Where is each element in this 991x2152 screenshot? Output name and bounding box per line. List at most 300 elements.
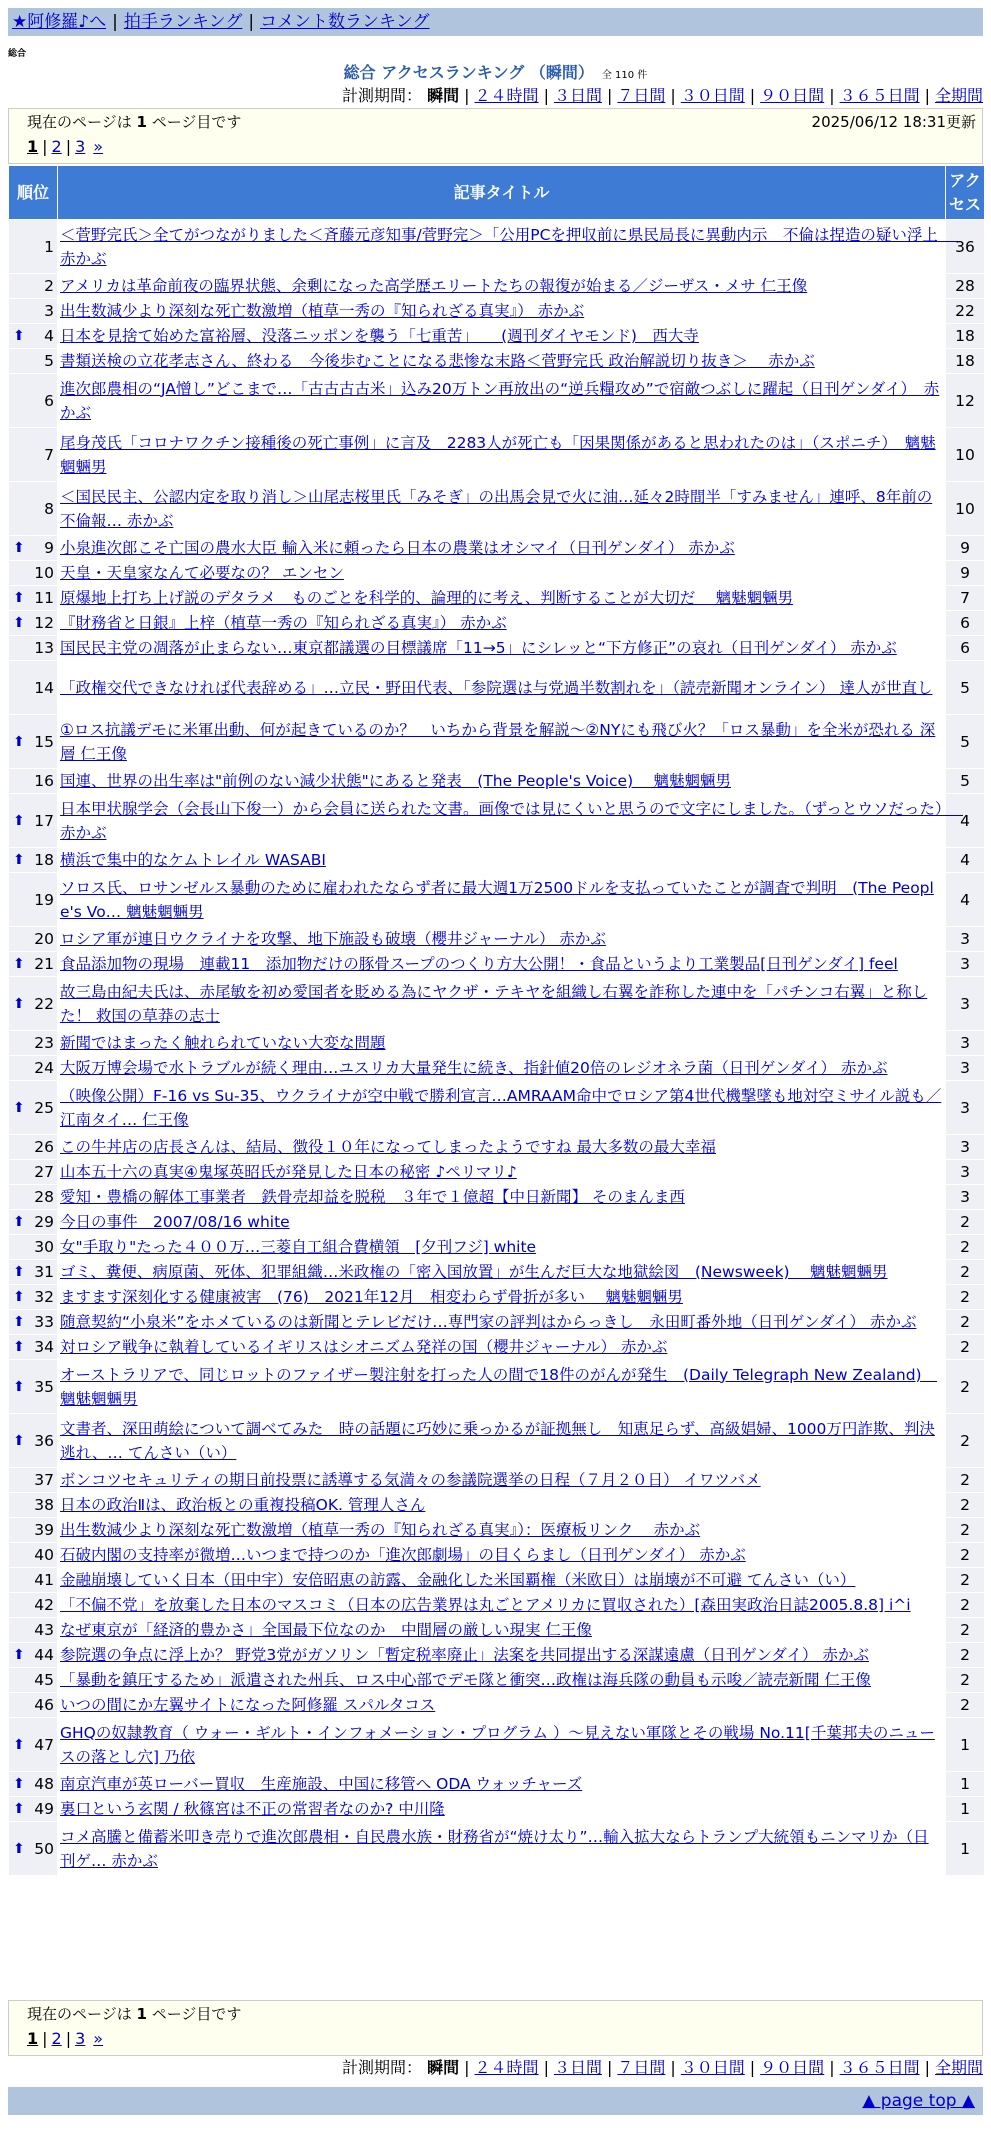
rank-number: 2 <box>44 277 54 295</box>
article-link[interactable]: 進次郎農相の“JA憎し”どこまで…「古古古古米」込み20万トン再放出の“逆兵糧攻め”で宿敵つぶしに躍起（日刊ゲンダイ） 赤かぶ <box>60 379 940 422</box>
access-count: 3 <box>946 1081 984 1134</box>
title-cell <box>58 1618 945 1642</box>
article-link[interactable]: コメ高騰と備蓄米叩き売りで進次郎農相・自民農水族・財務省が“焼け太り”…輸入拡大ならトランプ大統領もニンマリか（日刊ゲ… 赤かぶ <box>60 1827 929 1870</box>
title-cell <box>58 977 945 1030</box>
title-cell <box>58 561 945 585</box>
article-link[interactable]: 日本を見捨て始めた富裕層、没落ニッポンを襲う「七重苦」 (週刊ダイヤモンド) 西大寺 <box>60 327 699 345</box>
table-row <box>9 1056 984 1080</box>
title-cell <box>58 1543 945 1567</box>
table-row <box>9 1822 984 1875</box>
rank-cell <box>9 661 57 714</box>
rank-up-arrow-icon: ⬆ <box>13 733 25 750</box>
rank-number: 7 <box>44 445 54 464</box>
article-link[interactable]: ＜国民民主、公認内定を取り消し＞山尾志桜里氏「みそぎ」の出馬会見で火に油…延々2時間半「すみません」連呼、8年前の不倫報… 赤かぶ <box>60 487 933 530</box>
rank-number: 39 <box>34 1521 54 1539</box>
article-link[interactable]: 食品添加物の現場 連載11 添加物だけの豚骨スープのつくり方大公開！・食品というより工業製品[日刊ゲンダイ] feel <box>60 955 898 973</box>
rank-number: 4 <box>44 327 54 345</box>
article-link[interactable]: ソロス氏、ロサンゼルス暴動のために雇われたならず者に最大週1万2500ドルを支払っていたことが調査で判明 (The People's Vo… 魑魅魍魎男 <box>60 878 934 921</box>
title-cell <box>58 1718 945 1771</box>
rank-number: 23 <box>34 1034 54 1052</box>
access-count: 2 <box>946 1618 984 1642</box>
pagination: 1 | 2 | 3 » <box>27 2029 104 2048</box>
article-link[interactable]: ますます深刻化する健康被害 (76) 2021年12月 相変わらず骨折が多い 魑魅魍魎男 <box>60 1288 683 1306</box>
pagination: 1 | 2 | 3 » <box>27 137 104 156</box>
period-current: 瞬間 <box>427 2058 460 2077</box>
article-link[interactable]: 「政権交代できなければ代表辞める」…立民・野田代表、「参院選は与党過半数割れを」（読売新聞オンライン） 達人が世直し <box>60 678 933 697</box>
access-count: 2 <box>946 1668 984 1692</box>
article-link[interactable]: 「暴動を鎮圧するため」派遣された州兵、ロス中心部でデモ隊と衝突…政権は海兵隊の動員も示唆／読売新聞 仁王像 <box>60 1671 871 1689</box>
title-cell <box>58 1310 945 1334</box>
rank-cell <box>9 274 57 298</box>
article-link[interactable]: 愛知・豊橋の解体工事業者 鉄骨売却益を脱税 ３年で１億超【中日新聞】 そのまんま西 <box>60 1188 685 1206</box>
rank-up-arrow-icon: ⬆ <box>13 540 25 556</box>
period-current: 瞬間 <box>427 86 460 105</box>
access-count: 3 <box>946 1135 984 1159</box>
period-all-link[interactable]: 全期間 <box>934 86 983 105</box>
rank-up-arrow-icon: ⬆ <box>13 1840 25 1857</box>
access-count: 1 <box>946 1718 984 1771</box>
period-24h-link[interactable]: ２４時間 <box>474 86 539 105</box>
article-link[interactable]: 書類送検の立花孝志さん、終わる 今後歩むことになる悲惨な末路＜菅野完氏 政治解説切り抜き＞ 赤かぶ <box>60 352 815 370</box>
article-link[interactable]: 随意契約“小泉米”をホメているのは新聞とテレビだけ…専門家の評判はからっきし 永田町番外地（日刊ゲンダイ） 赤かぶ <box>60 1313 917 1331</box>
table-row <box>9 349 984 373</box>
rank-up-arrow-icon: ⬆ <box>13 328 25 344</box>
article-link[interactable]: 対ロシア戦争に執着しているイギリスはシオニズム発祥の国（櫻井ジャーナル） 赤かぶ <box>60 1338 668 1356</box>
period-365d-link[interactable]: ３６５日間 <box>839 2058 920 2077</box>
rank-number: 46 <box>34 1696 54 1714</box>
rank-cell <box>9 1618 57 1642</box>
title-cell <box>58 1360 945 1413</box>
access-count: 2 <box>946 1543 984 1567</box>
article-link[interactable]: 金融崩壊していく日本（田中宇）安倍昭恵の訪露、金融化した米国覇権（米欧日）は崩壊が不可避 てんさい（い） <box>60 1571 856 1589</box>
rank-number: 38 <box>34 1496 54 1514</box>
title-cell <box>58 324 945 348</box>
category-label: 総合 <box>8 49 27 59</box>
rank-cell <box>9 1056 57 1080</box>
page-next-link[interactable]: » <box>93 137 104 156</box>
table-row <box>9 1285 984 1309</box>
rank-number: 35 <box>34 1377 54 1396</box>
rank-cell <box>9 324 57 348</box>
article-link[interactable]: ＜菅野完氏＞全てがつながりました＜斉藤元彦知事/菅野完＞「公用PCを押収前に県民局長に異動内示 不倫は捏造の疑い浮上 赤かぶ <box>60 225 959 268</box>
article-link[interactable]: 出生数減少より深刻な死亡数激増（植草一秀の『知られざる真実』） 赤かぶ <box>60 302 585 320</box>
article-link[interactable]: 大阪万博会場で水トラブルが続く理由…ユスリカ大量発生に続き、指針値20倍のレジオネラ菌（日刊ゲンダイ） 赤かぶ <box>60 1059 888 1077</box>
rank-cell <box>9 927 57 951</box>
table-row <box>9 1335 984 1359</box>
access-count: 3 <box>946 927 984 951</box>
access-count: 3 <box>946 1185 984 1209</box>
article-link[interactable]: 今日の事件 2007/08/16 white <box>60 1213 290 1231</box>
rank-cell <box>9 1210 57 1234</box>
period-7d-link[interactable]: ７日間 <box>617 86 666 105</box>
rank-cell <box>9 1081 57 1134</box>
top-nav-bar <box>8 8 983 36</box>
rank-cell <box>9 1335 57 1359</box>
period-label: 計測期間： <box>342 86 423 105</box>
rank-cell <box>9 769 57 793</box>
access-count: 6 <box>946 611 984 635</box>
table-row <box>9 661 984 714</box>
rank-cell <box>9 1797 57 1821</box>
rank-cell <box>9 873 57 926</box>
rank-number: 20 <box>34 930 54 948</box>
table-row <box>9 1310 984 1334</box>
article-link[interactable]: 出生数減少より深刻な死亡数激増（植草一秀の『知られざる真実』）：医療板リンク 赤かぶ <box>60 1521 701 1539</box>
period-3d-link[interactable]: ３日間 <box>553 2058 602 2077</box>
table-row <box>9 794 984 847</box>
page-top-link[interactable]: ▲ page top ▲ <box>862 2091 975 2111</box>
rank-cell <box>9 1414 57 1467</box>
access-count: 4 <box>946 873 984 926</box>
access-count: 1 <box>946 1772 984 1796</box>
title-cell <box>58 715 945 768</box>
rank-cell <box>9 349 57 373</box>
rank-number: 18 <box>34 851 54 869</box>
title-cell <box>58 1335 945 1359</box>
access-count: 2 <box>946 1414 984 1467</box>
period-365d-link[interactable]: ３６５日間 <box>839 86 920 105</box>
rank-cell <box>9 1593 57 1617</box>
title-cell <box>58 1031 945 1055</box>
table-row <box>9 1260 984 1284</box>
page-current: 1 <box>27 2029 39 2048</box>
article-link[interactable]: 石破内閣の支持率が微増…いつまで持つのか「進次郎劇場」の目くらまし（日刊ゲンダイ） 赤かぶ <box>60 1546 746 1564</box>
rank-up-arrow-icon: ⬆ <box>13 995 25 1012</box>
rank-up-arrow-icon: ⬆ <box>13 1378 25 1395</box>
rank-number: 13 <box>34 639 54 657</box>
table-row <box>9 715 984 768</box>
access-count: 10 <box>946 482 984 535</box>
article-link[interactable]: なぜ東京が「経済的豊かさ」全国最下位なのか 中間層の厳しい現実 仁王像 <box>60 1621 592 1639</box>
ranking-table <box>8 165 985 1876</box>
period-label: 計測期間： <box>342 2058 423 2077</box>
title-cell <box>58 636 945 660</box>
rank-header: 順位 <box>9 166 57 219</box>
access-count: 2 <box>946 1468 984 1492</box>
rank-up-arrow-icon: ⬆ <box>13 1314 25 1330</box>
rank-up-arrow-icon: ⬆ <box>13 1736 25 1753</box>
rank-cell <box>9 586 57 610</box>
rank-number: 12 <box>34 614 54 632</box>
article-link[interactable]: 天皇・天皇家なんて必要なの？ エンセン <box>60 564 344 582</box>
access-count: 3 <box>946 1160 984 1184</box>
rank-number: 37 <box>34 1471 54 1489</box>
rank-number: 26 <box>34 1138 54 1156</box>
period-selector-bottom: 計測期間： 瞬間 | ２４時間 | ３日間 | ７日間 | ３０日間 | ９０日間 | ３６５日間 | 全期間 <box>342 2058 983 2077</box>
period-90d-link[interactable]: ９０日間 <box>760 86 825 105</box>
rank-number: 44 <box>34 1646 54 1664</box>
table-row <box>9 1493 984 1517</box>
rank-cell <box>9 1310 57 1334</box>
rank-number: 22 <box>34 994 54 1013</box>
title-cell <box>58 611 945 635</box>
access-count: 2 <box>946 1593 984 1617</box>
article-link[interactable]: 原爆地上打ち上げ説のデタラメ ものごとを科学的、論理的に考え、判断することが大切だ 魑魅魍魎男 <box>60 589 794 607</box>
page-3-link[interactable]: 3 <box>75 2029 86 2048</box>
updated-timestamp: 2025/06/12 18:31更新 <box>811 113 976 131</box>
rank-cell <box>9 536 57 560</box>
title-cell <box>58 1468 945 1492</box>
article-link[interactable]: 故三島由紀夫氏は、赤尾敏を初め愛国者を貶める為にヤクザ・テキヤを組織し右翼を詐称した連中を「パチンコ右翼」と称した！ 救国の草莽の志士 <box>60 982 928 1025</box>
table-row <box>9 1618 984 1642</box>
title-cell <box>58 952 945 976</box>
rank-number: 17 <box>34 811 54 830</box>
rank-cell <box>9 561 57 585</box>
rank-cell <box>9 1543 57 1567</box>
title-cell <box>58 586 945 610</box>
page-3-link[interactable]: 3 <box>75 137 86 156</box>
rank-cell <box>9 1822 57 1875</box>
rank-cell <box>9 1360 57 1413</box>
rank-up-arrow-icon: ⬆ <box>13 615 25 631</box>
title-cell <box>58 1693 945 1717</box>
access-count: 2 <box>946 1335 984 1359</box>
rank-number: 47 <box>34 1735 54 1754</box>
table-row <box>9 1518 984 1542</box>
table-row <box>9 848 984 872</box>
ranking-title: 総合 アクセスランキング （瞬間） <box>343 63 594 82</box>
rank-cell <box>9 636 57 660</box>
rank-cell <box>9 1643 57 1667</box>
article-link[interactable]: 山本五十六の真実④鬼塚英昭氏が発見した日本の秘密 ♪ペリマリ♪ <box>60 1163 517 1181</box>
rank-cell <box>9 1185 57 1209</box>
article-link[interactable]: ボンコツセキュリティの期日前投票に誘導する気満々の参議院選挙の日程（７月２０日） イワツバメ <box>60 1471 761 1489</box>
rank-number: 1 <box>44 237 54 256</box>
title-cell <box>58 873 945 926</box>
access-count: 1 <box>946 1822 984 1875</box>
table-row <box>9 1210 984 1234</box>
article-link[interactable]: 日本の政治Ⅱは、政治板との重複投稿OK. 管理人さん <box>60 1496 426 1514</box>
article-link[interactable]: 裏口という玄関 / 秋篠宮は不正の常習者なのか? 中川隆 <box>60 1800 445 1818</box>
rank-number: 9 <box>44 539 54 557</box>
title-cell <box>58 1235 945 1259</box>
rank-cell <box>9 1031 57 1055</box>
article-link[interactable]: 尾身茂氏「コロナワクチン接種後の死亡事例」に言及 2283人が死亡も「因果関係があると思われたのは」（スポニチ） 魑魅魍魎男 <box>60 433 936 476</box>
article-link[interactable]: 参院選の争点に浮上か？ 野党3党がガソリン「暫定税率廃止」法案を共同提出する深謀遠慮（日刊ゲンダイ） 赤かぶ <box>60 1646 869 1664</box>
access-count: 28 <box>946 274 984 298</box>
table-row <box>9 636 984 660</box>
article-link[interactable]: 新聞ではまったく触れられていない大変な問題 <box>60 1034 386 1052</box>
access-count: 2 <box>946 1235 984 1259</box>
rank-cell <box>9 1235 57 1259</box>
rank-number: 5 <box>44 352 54 370</box>
period-3d-link[interactable]: ３日間 <box>553 86 602 105</box>
rank-cell <box>9 1772 57 1796</box>
rank-cell <box>9 1693 57 1717</box>
access-count: 22 <box>946 299 984 323</box>
rank-number: 36 <box>34 1431 54 1450</box>
access-count: 12 <box>946 374 984 427</box>
access-count: 2 <box>946 1643 984 1667</box>
rank-cell <box>9 1260 57 1284</box>
rank-up-arrow-icon: ⬆ <box>13 1289 25 1305</box>
rank-number: 8 <box>44 499 54 518</box>
article-link[interactable]: アメリカは革命前夜の臨界状態、余剰になった高学歴エリートたちの報復が始まる／ジーザス・メサ 仁王像 <box>60 277 808 295</box>
article-link[interactable]: 文書者、深田萌絵について調べてみた 時の話題に巧妙に乗っかるが証拠無し 知恵足らず、高級娼婦、1000万円詐欺、判決逃れ、… てんさい（い） <box>60 1419 935 1462</box>
table-row <box>9 1031 984 1055</box>
period-30d-link[interactable]: ３０日間 <box>680 2058 745 2077</box>
title-cell <box>58 1081 945 1134</box>
article-link[interactable]: ①ロス抗議デモに米軍出動、何が起きているのか？ いちから背景を解説〜②NYにも飛び火？「ロス暴動」を全米が恐れる 深層 仁王像 <box>60 720 936 763</box>
article-link[interactable]: 横浜で集中的なケムトレイル WASABI <box>60 851 326 869</box>
article-link[interactable]: GHQの奴隷教育（ ウォー・ギルト・インフォメーション・プログラム ）～見えない軍隊とその戦場 No.11[千葉邦夫のニュースの落とし穴] 乃依 <box>60 1723 935 1766</box>
table-row <box>9 873 984 926</box>
clap-ranking-link[interactable]: 拍手ランキング <box>123 12 243 32</box>
rank-cell <box>9 1493 57 1517</box>
access-count: 3 <box>946 1056 984 1080</box>
rank-number: 11 <box>34 589 54 607</box>
period-all-link[interactable]: 全期間 <box>934 2058 983 2077</box>
rank-number: 28 <box>34 1188 54 1206</box>
nav-separator: | <box>112 12 118 32</box>
access-count: 6 <box>946 636 984 660</box>
table-row <box>9 1468 984 1492</box>
article-link[interactable]: 国連、世界の出生率は"前例のない減少状態"にあると発表 (The People's Voice) 魑魅魍魎男 <box>60 772 732 790</box>
rank-number: 34 <box>34 1338 54 1356</box>
rank-cell <box>9 1135 57 1159</box>
access-count: 4 <box>946 848 984 872</box>
rank-up-arrow-icon: ⬆ <box>13 1432 25 1449</box>
table-row <box>9 1360 984 1413</box>
table-row <box>9 1668 984 1692</box>
table-row <box>9 1718 984 1771</box>
rank-cell <box>9 715 57 768</box>
page-next-link[interactable]: » <box>93 2029 104 2048</box>
table-row <box>9 1160 984 1184</box>
access-count: 2 <box>946 1210 984 1234</box>
rank-number: 31 <box>34 1263 54 1281</box>
period-90d-link[interactable]: ９０日間 <box>760 2058 825 2077</box>
table-row <box>9 1568 984 1592</box>
access-count: 18 <box>946 324 984 348</box>
rank-number: 19 <box>34 890 54 909</box>
title-cell <box>58 299 945 323</box>
table-row <box>9 977 984 1030</box>
rank-number: 30 <box>34 1238 54 1256</box>
title-cell <box>58 1493 945 1517</box>
nav-separator: | <box>248 12 255 32</box>
rank-number: 45 <box>34 1671 54 1689</box>
title-cell <box>58 374 945 427</box>
rank-up-arrow-icon: ⬆ <box>13 1647 25 1663</box>
table-row <box>9 1772 984 1796</box>
comment-ranking-link[interactable]: コメント数ランキング <box>260 12 430 32</box>
table-row <box>9 1081 984 1134</box>
page-2-link[interactable]: 2 <box>51 137 62 156</box>
rank-cell <box>9 1518 57 1542</box>
article-link[interactable]: 国民民主党の凋落が止まらない…東京都議選の目標議席「11→5」にシレッと“下方修正”の哀れ（日刊ゲンダイ） 赤かぶ <box>60 639 897 657</box>
title-cell <box>58 1185 945 1209</box>
article-link[interactable]: （映像公開）F-16 vs Su-35、ウクライナが空中戦で勝利宣言…AMRAAM命中でロシア第4世代機撃墜も地対空ミサイル説も／江南タイ… 仁王像 <box>60 1086 942 1129</box>
article-link[interactable]: オーストラリアで、同じロットのファイザー製注射を打った人の間で18件のがんが発生 (Daily Telegraph New Zealand) 魑魅魍魎男 <box>60 1365 938 1408</box>
rank-number: 48 <box>34 1775 54 1793</box>
rank-number: 41 <box>34 1571 54 1589</box>
title-cell <box>58 1568 945 1592</box>
title-cell <box>58 1772 945 1796</box>
rank-number: 40 <box>34 1546 54 1564</box>
rank-cell <box>9 1468 57 1492</box>
article-link[interactable]: ロシア軍が連日ウクライナを攻撃、地下施設も破壊（櫻井ジャーナル） 赤かぶ <box>60 930 606 948</box>
access-header: アクセス <box>946 166 984 219</box>
title-cell <box>58 927 945 951</box>
period-selector-top: 計測期間： 瞬間 | ２４時間 | ３日間 | ７日間 | ３０日間 | ９０日間 | ３６５日間 | 全期間 <box>342 86 983 105</box>
article-link[interactable]: 「不偏不党」を放棄した日本のマスコミ（日本の広告業界は丸ごとアメリカに買収された）[森田実政治日誌2005.8.8] i^i <box>60 1596 911 1614</box>
table-row <box>9 1797 984 1821</box>
rank-number: 10 <box>34 564 54 582</box>
article-link[interactable]: 『財務省と日銀』上梓（植草一秀の『知られざる真実』） 赤かぶ <box>60 614 507 632</box>
rank-cell <box>9 1668 57 1692</box>
rank-number: 3 <box>44 302 54 320</box>
table-row <box>9 611 984 635</box>
title-cell <box>58 661 945 714</box>
table-row <box>9 536 984 560</box>
rank-cell <box>9 299 57 323</box>
table-row <box>9 482 984 535</box>
article-link[interactable]: この牛丼店の店長さんは、結局、徴役１０年になってしまったようですね 最大多数の最大幸福 <box>60 1138 716 1156</box>
table-row <box>9 1135 984 1159</box>
article-link[interactable]: 女"手取り"たった４００万…三菱自工組合費横領 [夕刊フジ] white <box>60 1238 537 1256</box>
access-count: 36 <box>946 220 984 273</box>
page-2-link[interactable]: 2 <box>51 2029 62 2048</box>
access-count: 2 <box>946 1493 984 1517</box>
total-count: 全 110 件 <box>601 70 648 81</box>
rank-cell <box>9 952 57 976</box>
access-count: 2 <box>946 1285 984 1309</box>
rank-up-arrow-icon: ⬆ <box>13 812 25 829</box>
access-count: 18 <box>946 349 984 373</box>
title-cell <box>58 1414 945 1467</box>
article-link[interactable]: 日本甲状腺学会（会長山下俊一）から会員に送られた文書。画像では見にくいと思うので文字にしました。（ずっとウソだった） 赤かぶ <box>60 799 964 842</box>
period-7d-link[interactable]: ７日間 <box>617 2058 666 2077</box>
access-count: 2 <box>946 1360 984 1413</box>
title-cell <box>58 1056 945 1080</box>
table-row <box>9 1543 984 1567</box>
rank-cell <box>9 848 57 872</box>
rank-number: 42 <box>34 1596 54 1614</box>
title-cell <box>58 794 964 847</box>
title-cell <box>58 1797 945 1821</box>
footer-bar <box>8 2087 983 2115</box>
title-cell <box>58 1822 945 1875</box>
article-link[interactable]: 小泉進次郎こそ亡国の農水大臣 輸入米に頼ったら日本の農業はオシマイ（日刊ゲンダイ） 赤かぶ <box>60 539 735 557</box>
title-cell <box>58 349 945 373</box>
title-cell <box>58 1668 945 1692</box>
rank-number: 14 <box>34 678 54 697</box>
article-link[interactable]: いつの間にか左翼サイトになった阿修羅 スパルタコス <box>60 1696 436 1714</box>
access-count: 5 <box>946 769 984 793</box>
table-header-row <box>9 166 984 219</box>
access-count: 7 <box>946 586 984 610</box>
article-link[interactable]: ゴミ、糞便、病原菌、死体、犯罪組織…米政権の「密入国放置」が生んだ巨大な地獄絵図 (Newsweek) 魑魅魍魎男 <box>60 1263 888 1281</box>
table-row <box>9 1185 984 1209</box>
home-link[interactable]: ★阿修羅♪へ <box>12 12 107 32</box>
period-24h-link[interactable]: ２４時間 <box>474 2058 539 2077</box>
access-count: 2 <box>946 1260 984 1284</box>
rank-number: 27 <box>34 1163 54 1181</box>
rank-cell <box>9 1568 57 1592</box>
rank-cell <box>9 1718 57 1771</box>
period-30d-link[interactable]: ３０日間 <box>680 86 745 105</box>
access-count: 3 <box>946 1031 984 1055</box>
table-row <box>9 1693 984 1717</box>
rank-number: 6 <box>44 391 54 410</box>
rank-number: 29 <box>34 1213 54 1231</box>
rank-cell <box>9 794 57 847</box>
access-count: 5 <box>946 661 984 714</box>
table-row <box>9 220 984 273</box>
rank-cell <box>9 611 57 635</box>
article-link[interactable]: 南京汽車が英ローバー買収 生産施設、中国に移管へ ODA ウォッチャーズ <box>60 1775 583 1793</box>
